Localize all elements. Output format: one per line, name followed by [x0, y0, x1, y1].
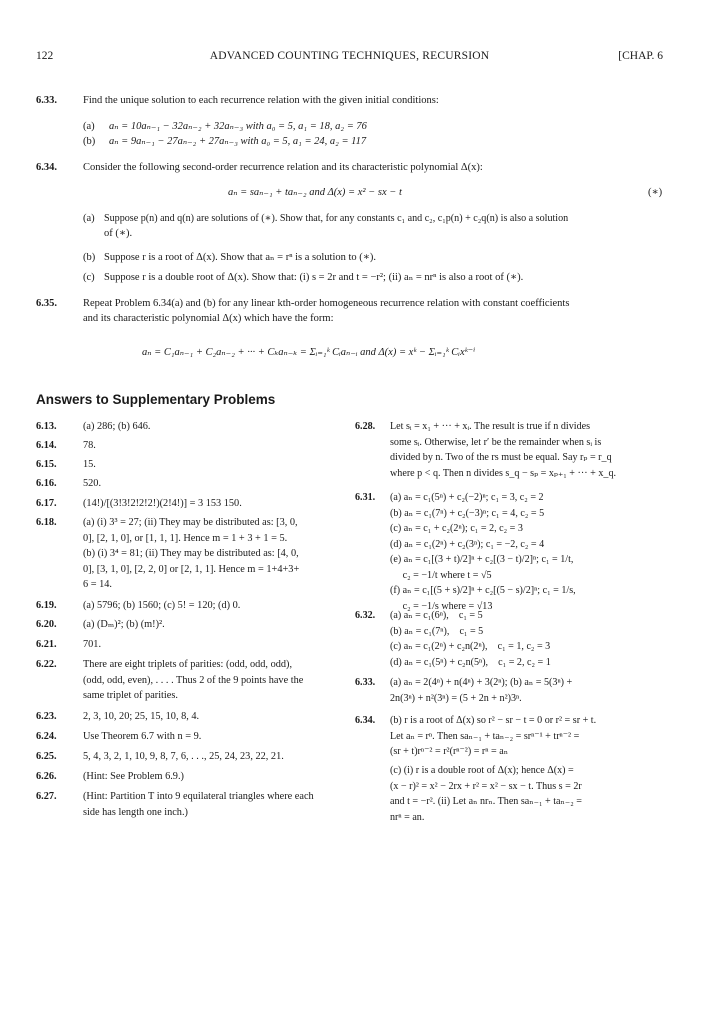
problem-text: Repeat Problem 6.34(a) and (b) for any linear kth-order homogeneous recurrence relation with constant coefficients — [83, 298, 570, 309]
problem-text: Find the unique solution to each recurrence relation with the given initial conditions: — [83, 95, 439, 106]
equation-tag: (∗) — [648, 187, 663, 198]
part-label: (a) — [83, 121, 95, 132]
running-header — [36, 50, 663, 66]
problem-number: 6.34. — [36, 162, 57, 173]
problem-number: 6.35. — [36, 298, 57, 309]
part-label: (a) — [83, 213, 95, 224]
part-label: (b) — [83, 252, 96, 263]
section-heading: Answers to Supplementary Problems — [36, 392, 276, 407]
part-label: (c) — [83, 272, 95, 283]
recurrence-equation: aₙ = 10aₙ₋₁ − 32aₙ₋₂ + 32aₙ₋₃ with a₀ = 5, a₁ = 18, a₂ = 76 — [109, 121, 367, 132]
part-text: Suppose p(n) and q(n) are solutions of (∗). Show that, for any constants c₁ and c₂, c₁p(n) + c₂q(n) is also a solution — [104, 213, 569, 224]
answers-left-column: 6.13. (a) 286; (b) 646. 6.14. 78. 6.15. 15. 6.16. 520. 6.17. (14!)/[(3!3!2!2!2!)(2!4!)] = 3 153 150. 6.18. (a) (i) 3³ = 27; (ii) They may be distributed as: [3, 0, 0], [2, 1, 0], or [1, 1, 1]. Hence m = 1 + 3 + 1 = 5. (b) (i) 3⁴ = 81; (ii) They may be distributed as: [4, 0, 0], [3, 1, 0], [2, 2, 0] or [2, 1, 1]. Hence m = 1+4+3+ 6 = 14. 6.19. (a) 5796; (b) 1560; (c) 5! = 120; (d) 0. 6.20. (a) (Dₘ)²; (b) (m!)². 6.21. 701. 6.22. There are eight triplets of parities: (odd, odd, odd), (odd, odd, even), . . . . Thus 2 of the 9 points have the same triplet of parities. 6.23. 2, 3, 10, 20; 25, 15, 10, 8, 4. 6.24. Use Theorem 6.7 with n = 9. 6.25. 5, 4, 3, 2, 1, 10, 9, 8, 7, 6, . . ., 25, 24, 23, 22, 21. 6.26. (Hint: See Problem 6.9.) 6.27. (Hint: Partition T into 9 equilateral triangles where each side has length one inch.) — [36, 421, 314, 818]
problem-number: 6.33. — [36, 95, 57, 106]
display-equation: aₙ = saₙ₋₁ + taₙ₋₂ and Δ(x) = x² − sx − t — [228, 187, 402, 198]
part-text: of (∗). — [104, 228, 133, 239]
display-equation: aₙ = C₁aₙ₋₁ + C₂aₙ₋₂ + ··· + Cₖaₙ₋ₖ = Σᵢ₌₁ᵏ Cᵢaₙ₋ᵢ and Δ(x) = xᵏ − Σᵢ₌₁ᵏ Cᵢxᵏ⁻ⁱ — [142, 347, 476, 358]
problem-text: and its characteristic polynomial Δ(x) which have the form: — [83, 313, 334, 324]
page-number: 122 — [36, 50, 54, 62]
running-title: ADVANCED COUNTING TECHNIQUES, RECURSION — [209, 50, 490, 62]
part-label: (b) — [83, 136, 96, 147]
recurrence-equation: aₙ = 9aₙ₋₁ − 27aₙ₋₂ + 27aₙ₋₃ with a₀ = 5, a₁ = 24, a₂ = 117 — [109, 136, 367, 147]
part-text: Suppose r is a root of Δ(x). Show that aₙ = rⁿ is a solution to (∗). — [104, 252, 377, 263]
problem-text: Consider the following second-order recurrence relation and its characteristic polynomial Δ(x): — [83, 162, 483, 173]
part-text: Suppose r is a double root of Δ(x). Show that: (i) s = 2r and t = −r²; (ii) aₙ = nrⁿ is also a root of (∗). — [104, 272, 524, 283]
answers-right-column: 6.28. Let sᵢ = x₁ + ··· + xᵢ. The result is true if n divides some sᵢ. Otherwise, let r′ be the remainder when sᵢ is divided by n. Two of the rs must be equal. Say rₚ = r_q where p < q. Then n divides s_q − sₚ = xₚ₊₁ + ··· + x_q. 6.31. (a) aₙ = c₁(5ⁿ) + c₂(−2)ⁿ; c₁ = 3, c₂ = 2 (b) aₙ = c₁(7ⁿ) + c₂(−3)ⁿ; c₁ = 4, c₂ = 5 (c) aₙ = c₁ + c₂(2ⁿ); c₁ = 2, c₂ = 3 (d) aₙ = c₁(2ⁿ) + c₂(3ⁿ); c₁ = −2, c₂ = 4 (e) aₙ = c₁[(3 + t)/2]ⁿ + c₂[(3 − t)/2]ⁿ; c₁ = 1/t, c₂ = −1/t where t = √5 (f) aₙ = c₁[(5 + s)/2]ⁿ + c₂[(5 − s)/2]ⁿ; c₁ = 1/s, c₂ = −1/s where = √13 6.32. (a) aₙ = c₁(6ⁿ), c₁ = 5 (b) aₙ = c₁(7ⁿ), c₁ = 5 (c) aₙ = c₁(2ⁿ) + c₂n(2ⁿ), c₁ = 1, c₂ = 3 (d) aₙ = c₁(5ⁿ) + c₂n(5ⁿ), c₁ = 2, c₂ = 1 6.33. (a) aₙ = 2(4ⁿ) + n(4ⁿ) + 3(2ⁿ); (b) aₙ = 5(3ⁿ) + 2n(3ⁿ) + n²(3ⁿ) = (5 + 2n + n²)3ⁿ. 6.34. (b) r is a root of Δ(x) so r² − sr − t = 0 or r² = sr + t. Let aₙ = rⁿ. Then saₙ₋₁ + taₙ₋₂ = srⁿ⁻¹ + trⁿ⁻² = (sr + t)rⁿ⁻² = r²(rⁿ⁻²) = rⁿ = aₙ (c) (i) r is a double root of Δ(x); hence Δ(x) = (x − r)² = x² − 2rx + r² = x² − sx − t. Thus s = 2r and t = −r². (ii) Let aₙ nrₙ. Then saₙ₋₁ + taₙ₋₂ = nrⁿ = an. — [355, 421, 617, 823]
chapter-label: [CHAP. 6 — [618, 50, 663, 62]
